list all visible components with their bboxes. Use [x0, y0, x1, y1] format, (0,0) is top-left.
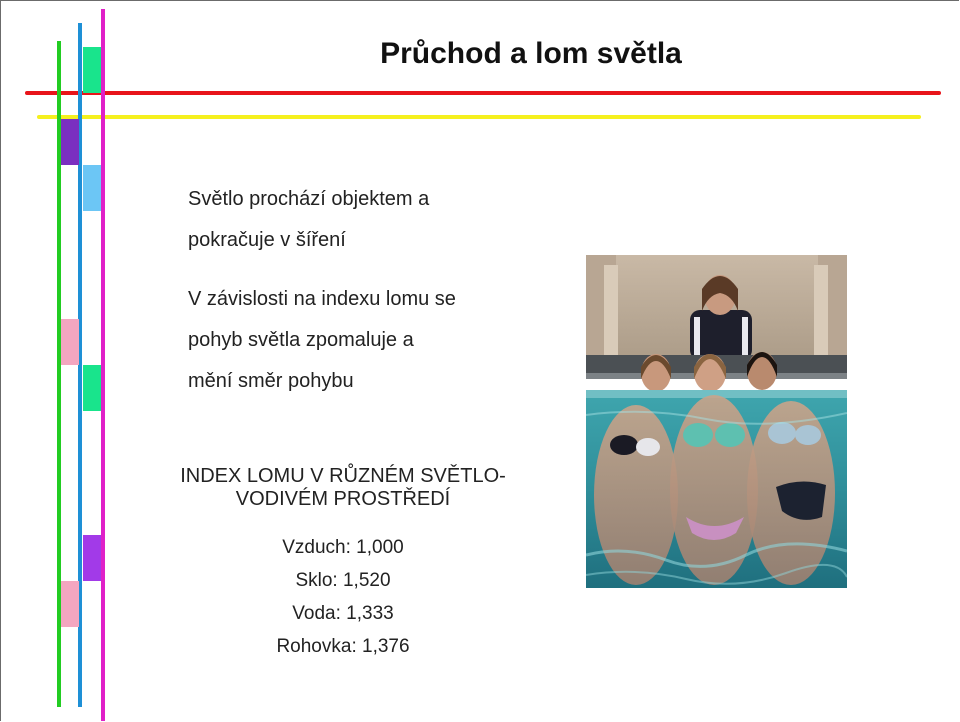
mint-block-lower: [83, 365, 101, 411]
sky-block: [83, 165, 101, 211]
value-air: Vzduch: 1,000: [282, 537, 404, 558]
paragraph-light-passes: [188, 179, 568, 261]
underwater-photo-icon: [586, 255, 847, 588]
yellow-horizontal-line: [37, 115, 921, 119]
refraction-index-heading: [151, 465, 535, 511]
paragraph-line: mění směr pohybu: [188, 370, 354, 392]
pool-photo: [586, 255, 847, 588]
refraction-values-list: [241, 531, 445, 663]
value-water: Voda: 1,333: [292, 603, 394, 624]
paragraph-line: Světlo prochází objektem a: [188, 188, 430, 210]
value-glass: Sklo: 1,520: [295, 570, 391, 591]
paragraph-line: pohyb světla zpomaluje a: [188, 329, 414, 351]
heading-line: VODIVÉM PROSTŘEDÍ: [235, 488, 451, 510]
pink-block-lower: [61, 581, 79, 627]
slide-title: Průchod a lom světla: [380, 37, 682, 70]
heading-line: INDEX LOMU V RŮZNÉM SVĚTLO-: [180, 465, 506, 487]
magenta-vertical-line: [101, 9, 105, 721]
violet-block: [83, 535, 101, 581]
paragraph-refraction: [188, 279, 568, 402]
mint-block: [83, 47, 101, 93]
purple-block: [61, 119, 79, 165]
value-cornea: Rohovka: 1,376: [276, 636, 410, 657]
paragraph-line: V závislosti na indexu lomu se: [188, 288, 456, 310]
red-horizontal-line: [25, 91, 941, 95]
paragraph-line: pokračuje v šíření: [188, 229, 346, 251]
pink-block: [61, 319, 79, 365]
